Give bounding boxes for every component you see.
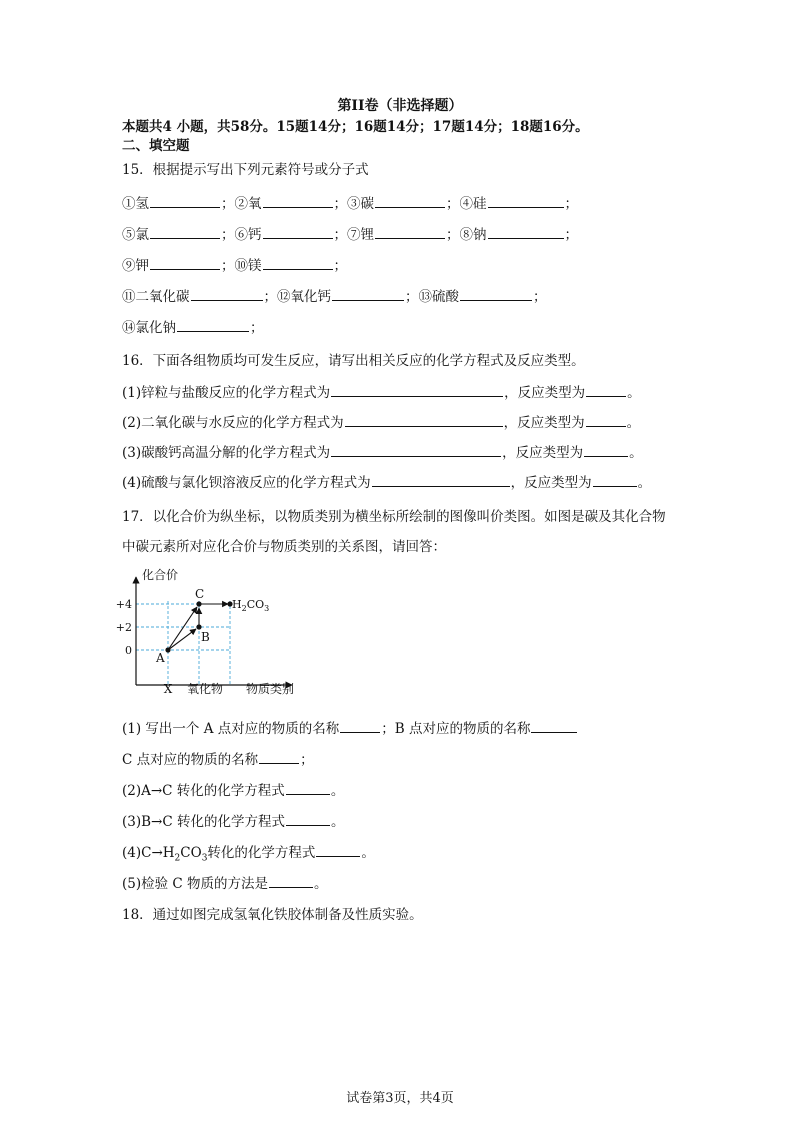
answer-blank[interactable] [286, 811, 330, 826]
q16-item-1: (1)锌粒与盐酸反应的化学方程式为 ，反应类型为 。 [122, 381, 641, 401]
q17-item-3: (3)B→C 转化的化学方程式 。 [122, 810, 344, 830]
answer-blank[interactable] [372, 472, 510, 487]
y-tick-label: +4 [115, 598, 132, 611]
point-label-a: A [156, 651, 165, 665]
q17-stem-line-2: 中碳元素所对应化合价与物质类别的关系图，请回答： [122, 539, 446, 555]
q18-stem: 18．通过如图完成氢氧化铁胶体制备及性质实验。 [122, 907, 423, 923]
scoring-note: 本题共4 小题，共58分。15题14分；16题14分；17题14分；18题16分。 [122, 119, 589, 135]
y-tick-label: 0 [125, 644, 132, 657]
answer-blank[interactable] [332, 286, 404, 301]
answer-blank[interactable] [259, 749, 299, 764]
answer-blank[interactable] [331, 442, 501, 457]
point-a [165, 647, 170, 652]
answer-blank[interactable] [584, 442, 628, 457]
page-footer: 试卷第3页，共4页 [346, 1091, 454, 1106]
y-tick-label: +2 [115, 621, 132, 634]
answer-blank[interactable] [150, 193, 220, 208]
answer-blank[interactable] [177, 317, 249, 332]
valence-class-chart [115, 563, 322, 699]
q15-row-5: ⑭氯化钠 ； [122, 316, 264, 336]
answer-blank[interactable] [345, 412, 503, 427]
q17-item-2: (2)A→C 转化的化学方程式 。 [122, 779, 344, 799]
x-tick-label: X [163, 682, 173, 696]
answer-blank[interactable] [150, 255, 220, 270]
answer-blank[interactable] [531, 718, 577, 733]
y-axis-label: 化合价 [142, 568, 179, 582]
answer-blank[interactable] [191, 286, 263, 301]
q15-row-3: ⑨钾 ；⑩镁 ； [122, 254, 347, 274]
answer-blank[interactable] [593, 472, 637, 487]
grid-lines [136, 601, 230, 685]
point-b [196, 624, 201, 629]
answer-blank[interactable] [460, 286, 532, 301]
point-label-b: B [201, 630, 210, 644]
q16-item-4: (4)硫酸与氯化钡溶液反应的化学方程式为 ，反应类型为 。 [122, 471, 651, 491]
answer-blank[interactable] [340, 718, 380, 733]
point-c [196, 601, 201, 606]
answer-blank[interactable] [263, 255, 333, 270]
answer-blank[interactable] [269, 873, 313, 888]
x-tick-label: 氧化物 [186, 682, 224, 696]
answer-blank[interactable] [586, 412, 626, 427]
h2co3-label: $H_2CO_3$ [232, 598, 270, 613]
q16-stem: 16．下面各组物质均可发生反应，请写出相关反应的化学方程式及反应类型。 [122, 353, 585, 369]
x-axis-label: 物质类别 [246, 682, 295, 696]
answer-blank[interactable] [375, 224, 445, 239]
answer-blank[interactable] [488, 193, 564, 208]
q17-item-4: $(4)C\to H_2CO_3$转化的化学方程式 。 [122, 841, 375, 864]
q16-item-3: (3)碳酸钙高温分解的化学方程式为 ，反应类型为 。 [122, 441, 643, 461]
answer-blank[interactable] [263, 224, 333, 239]
q17-item-1: (1) 写出一个 A 点对应的物质的名称 ；B 点对应的物质的名称 [122, 717, 578, 737]
arrow-a-to-c [168, 607, 197, 650]
q15-row-4: ⑪二氧化碳 ；⑫氧化钙 ；⑬硫酸 ； [122, 285, 547, 305]
page-title: 第II卷（非选择题） [337, 98, 463, 114]
section-heading: 二、填空题 [122, 138, 190, 154]
answer-blank[interactable] [263, 193, 333, 208]
q16-item-2: (2)二氧化碳与水反应的化学方程式为 ，反应类型为 。 [122, 411, 640, 431]
q17-item-5: (5)检验 C 物质的方法是 。 [122, 872, 328, 892]
answer-blank[interactable] [488, 224, 564, 239]
q17-item-1-c: C 点对应的物质的名称 ； [122, 748, 314, 768]
point-label-c: C [195, 587, 205, 601]
answer-blank[interactable] [331, 382, 503, 397]
arrow-a-to-b [168, 629, 196, 650]
answer-blank[interactable] [586, 382, 626, 397]
answer-blank[interactable] [316, 842, 360, 857]
answer-blank[interactable] [286, 780, 330, 795]
q15-row-1: ①氢 ；②氧 ；③碳 ；④硅 ； [122, 192, 578, 212]
q17-stem-line-1: 17．以化合价为纵坐标，以物质类别为横坐标所绘制的图像叫价类图。如图是碳及其化合物 [122, 509, 666, 525]
q15-stem: 15．根据提示写出下列元素符号或分子式 [122, 162, 369, 178]
answer-blank[interactable] [150, 224, 220, 239]
answer-blank[interactable] [375, 193, 445, 208]
q15-row-2: ⑤氯 ；⑥钙 ；⑦锂 ；⑧钠 ； [122, 223, 578, 243]
